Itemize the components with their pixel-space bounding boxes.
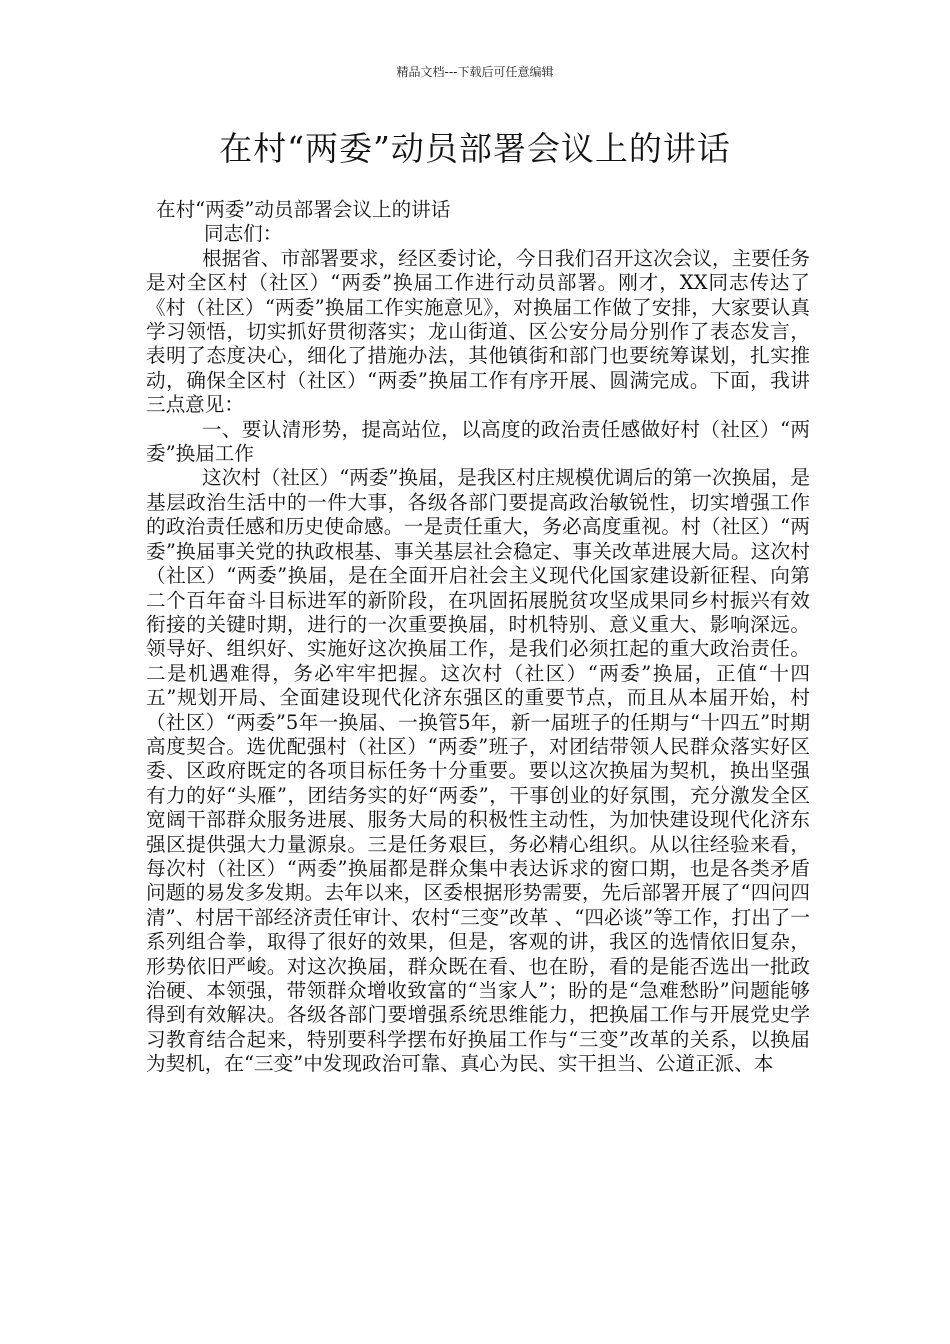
salutation: 同志们： <box>204 222 283 246</box>
header-note: 精品文档---下载后可任意编辑 <box>396 65 554 79</box>
paragraph-intro: 根据省、市部署要求，经区委讨论，今日我们召开这次会议，主要任务是对全区村（社区）“两委”换届工作进行动员部署。刚才，XX同志传达了《村（社区）“两委”换届工作实施意见》，对换届工作做了安排，大家要认真学习领悟，切实抓好贯彻落实；龙山街道、区公安分局分别作了表态发言，表明了态度决心，细化了措施办法，其他镇街和部门也要统筹谋划，扎实推动，确保全区村（社区）“两委”换届工作有序开展、圆满完成。下面，我讲三点意见： <box>146 246 810 417</box>
document-title: 在村“两委”动员部署会议上的讲话 <box>219 129 731 168</box>
paragraph-section-1: 这次村（社区）“两委”换届，是我区村庄规模优调后的第一次换届，是基层政治生活中的一件大事，各级各部门要提高政治敏锐性，切实增强工作的政治责任感和历史使命感。一是责任重大，务必高度重视。村（社区）“两委”换届事关党的执政根基、事关基层社会稳定、事关改革进展大局。这次村（社区）“两委”换届，是在全面开启社会主义现代化国家建设新征程、向第二个百年奋斗目标进军的新阶段，在巩固拓展脱贫攻坚成果同乡村振兴有效衔接的关键时期，进行的一次重要换届，时机特别、意义重大、影响深远。领导好、组织好、实施好这次换届工作，是我们必须扛起的重大政治责任。二是机遇难得，务必牢牢把握。这次村（社区）“两委”换届，正值“十四五”规划开局、全面建设现代化济东强区的重要节点，而且从本届开始，村（社区）“两委”5年一换届、一换管5年，新一届班子的任期与“十四五”时期高度契合。选优配强村（社区）“两委”班子，对团结带领人民群众落实好区委、区政府既定的各项目标任务十分重要。要以这次换届为契机，换出坚强有力的好“头雁”，团结务实的好“两委”，干事创业的好氛围，充分激发全区宽阔干部群众服务进展、服务大局的积极性主动性，为加快建设现代化济东强区提供强大力量源泉。三是任务艰巨，务必精心组织。从以往经验来看，每次村（社区）“两委”换届都是群众集中表达诉求的窗口期，也是各类矛盾问题的易发多发期。去年以来，区委根据形势需要，先后部署开展了“四问四清”、村居干部经济责任审计、农村“三变”改革 、“四必谈”等工作，打出了一系列组合拳，取得了很好的效果，但是，客观的讲，我区的选情依旧复杂，形势依旧严峻。对这次换届，群众既在看、也在盼，看的是能否选出一批政治硬、本领强，带领群众增收致富的“当家人”；盼的是“急难愁盼”问题能够得到有效解决。各级各部门要增强系统思维能力，把换届工作与开展党史学习教育结合起来，特别要科学摆布好换届工作与“三变”改革的关系，以换届为契机，在“三变”中发现政治可靠、真心为民、实干担当、公道正派、本 <box>146 466 810 1076</box>
body-subtitle: 在村“两委”动员部署会议上的讲话 <box>156 198 451 221</box>
section-heading-1: 一、要认清形势，提高站位，以高度的政治责任感做好村（社区）“两委”换届工作 <box>146 417 810 466</box>
document-body <box>146 198 810 1077</box>
